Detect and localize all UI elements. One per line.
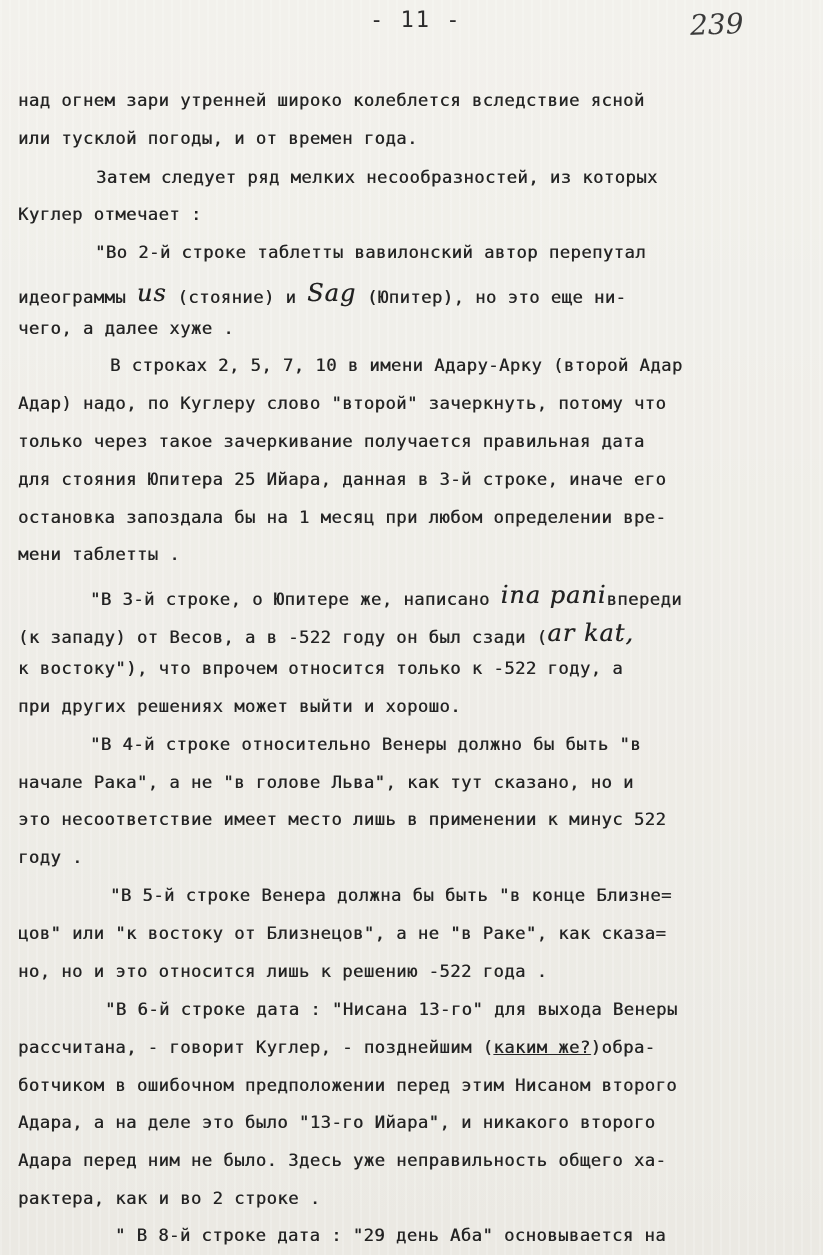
text-line: Адара, а на деле это было "13-го Ийара", и никакого второго [18, 1113, 656, 1133]
text-line: ботчиком в ошибочном предположении перед этим Нисаном второго [18, 1076, 678, 1096]
text-line: "В 5-й строке Венера должна бы быть "в конце Близне= [110, 886, 672, 906]
text-line: Адар) надо, по Куглеру слово "второй" зачеркнуть, потому что [18, 394, 667, 414]
text-line: году . [18, 848, 83, 868]
line-text: рассчитана, - говорит Куглер, - позднейшим ( [18, 1038, 494, 1058]
line-text: (Юпитер), но это еще ни- [356, 288, 627, 308]
text-line [18, 621, 634, 649]
line-text: "В 3-й строке, о Юпитере же, написано [90, 590, 501, 610]
line-text: (стояние) и [166, 288, 308, 308]
text-line: чего, а далее хуже . [18, 319, 235, 339]
text-line: но, но и это относится лишь к решению -522 года . [18, 962, 548, 982]
underlined-text: каким же? [493, 1038, 591, 1058]
handwritten-insert: us [136, 279, 167, 307]
text-line: мени таблетты . [18, 545, 181, 565]
text-line: В строках 2, 5, 7, 10 в имени Адару-Арку (второй Адар [110, 356, 683, 376]
text-line: "В 4-й строке относительно Венеры должно бы быть "в [90, 735, 642, 755]
text-line: Куглер отмечает : [18, 205, 202, 225]
text-line: цов" или "к востоку от Близнецов", а не "в Раке", как сказа= [18, 924, 667, 944]
text-line [90, 583, 682, 611]
text-line: "В 6-й строке дата : "Нисана 13-го" для выхода Венеры [105, 1000, 678, 1020]
text-line: остановка запоздала бы на 1 месяц при любом определении вре- [18, 508, 667, 528]
text-line [18, 281, 626, 309]
page-number: - 11 - [370, 8, 462, 33]
handwritten-insert: ina pani [500, 581, 607, 609]
text-line: для стояния Юпитера 25 Ийара, данная в 3-й строке, иначе его [18, 470, 667, 490]
handwritten-insert: ar kat, [547, 619, 634, 647]
text-line: к востоку"), что впрочем относится только к -522 году, а [18, 659, 624, 679]
archive-number: 239 [689, 7, 745, 42]
text-line: " В 8-й строке дата : "29 день Аба" основывается на [115, 1226, 667, 1246]
text-line: или тусклой погоды, и от времен года. [18, 129, 418, 149]
text-line: рактера, как и во 2 строке . [18, 1189, 321, 1209]
line-text: )обра- [590, 1038, 656, 1058]
text-line: только через такое зачеркивание получается правильная дата [18, 432, 645, 452]
text-line: Адара перед ним не было. Здесь уже неправильность общего ха- [18, 1151, 667, 1171]
text-line: над огнем зари утренней широко колеблется вследствие ясной [18, 91, 645, 111]
line-text: идеограммы [18, 288, 137, 308]
text-line: "Во 2-й строке таблетты вавилонский автор перепутал [95, 243, 647, 263]
text-line: это несоответствие имеет место лишь в применении к минус 522 [18, 810, 667, 830]
text-line [18, 1038, 655, 1058]
text-line: при других решениях может выйти и хорошо. [18, 697, 461, 717]
line-text: (к западу) от Весов, а в -522 году он был сзади ( [18, 628, 548, 648]
text-line: начале Рака", а не "в голове Льва", как тут сказано, но и [18, 773, 634, 793]
handwritten-insert: Sag [307, 279, 357, 307]
text-line: Затем следует ряд мелких несообразностей, из которых [96, 168, 658, 188]
line-text: впереди [606, 590, 683, 610]
